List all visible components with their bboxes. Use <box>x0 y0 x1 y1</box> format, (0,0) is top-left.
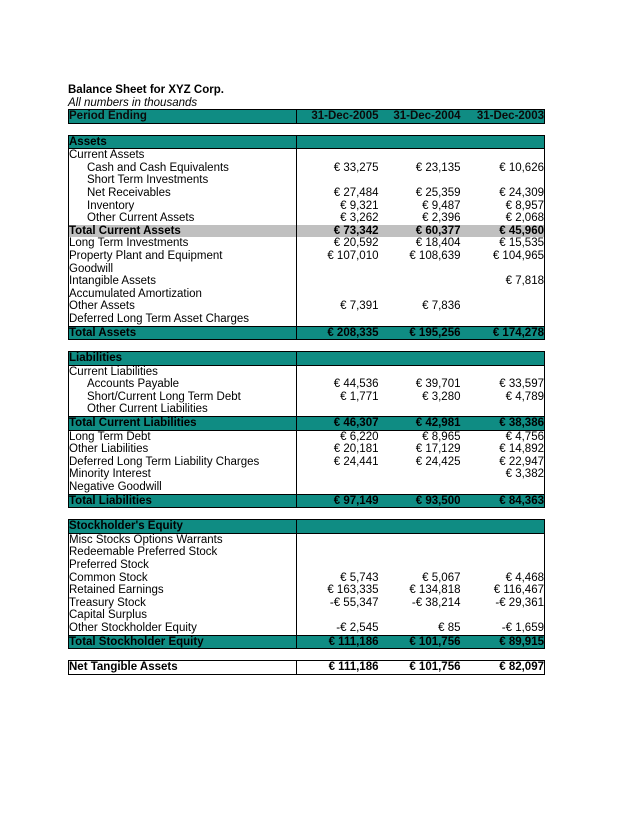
cell-value: € 4,756 <box>461 430 545 443</box>
table-row <box>69 212 545 225</box>
cell-value: € 4,468 <box>461 572 545 585</box>
spacer-row <box>69 508 545 520</box>
liabilities-section-header <box>69 352 545 366</box>
cell-value: € 97,149 <box>297 494 379 508</box>
cell-value: € 25,359 <box>415 186 461 199</box>
cell-value: € 134,818 <box>409 584 461 597</box>
row-label: Current Assets <box>69 149 297 162</box>
cell-value: € 101,756 <box>379 661 461 675</box>
cell-value: € 3,280 <box>422 390 461 403</box>
table-row <box>69 365 545 378</box>
row-label: Other Assets <box>69 300 297 313</box>
table-row <box>69 609 545 622</box>
cell-value: € 20,181 <box>333 443 379 456</box>
row-label: Minority Interest <box>69 468 297 481</box>
balance-sheet-document <box>68 84 544 675</box>
row-label: Accounts Payable <box>69 378 297 391</box>
cell-value: € 111,186 <box>297 635 379 649</box>
cell-value: € 108,639 <box>409 249 461 262</box>
total-liabilities-row <box>69 494 545 508</box>
cell-value: € 3,262 <box>340 212 379 225</box>
row-label: Total Current Assets <box>69 225 297 238</box>
row-label: Intangible Assets <box>69 275 297 288</box>
row-label: Deferred Long Term Liability Charges <box>69 456 297 469</box>
cell-value: € 8,957 <box>461 200 545 213</box>
table-row <box>69 162 545 175</box>
table-row <box>69 378 545 391</box>
cell-value: € 116,467 <box>461 584 545 597</box>
total-current-liabilities-row <box>69 417 545 431</box>
row-label: Property Plant and Equipment <box>69 250 297 263</box>
cell-value: € 163,335 <box>327 584 379 597</box>
cell-value: € 27,484 <box>333 186 379 199</box>
cell-value <box>461 300 545 313</box>
cell-value: € 111,186 <box>297 661 379 675</box>
cell-value: € 7,391 <box>340 300 379 313</box>
row-label: Accumulated Amortization <box>69 288 297 301</box>
table-row <box>69 237 545 250</box>
table-row <box>69 597 545 610</box>
table-row <box>69 187 545 200</box>
cell-value: € 9,487 <box>422 199 461 212</box>
cell-value: € 89,915 <box>461 635 545 649</box>
cell-value <box>379 468 461 481</box>
row-label: Capital Surplus <box>69 609 297 622</box>
cell-value: € 2,396 <box>422 212 461 225</box>
table-row <box>69 275 545 288</box>
cell-value: -€ 55,347 <box>329 596 379 609</box>
table-row <box>69 313 545 326</box>
table-row <box>69 584 545 597</box>
cell-value: -€ 29,361 <box>461 597 545 610</box>
table-row <box>69 622 545 635</box>
cell-value: € 2,068 <box>461 212 545 225</box>
table-row <box>69 300 545 313</box>
balance-sheet-table <box>68 109 545 675</box>
row-label: Net Receivables <box>69 187 297 200</box>
cell-value <box>297 468 379 481</box>
cell-value: € 5,067 <box>422 571 461 584</box>
row-label: Total Stockholder Equity <box>69 635 297 649</box>
row-label: Short Term Investments <box>69 174 297 187</box>
table-row <box>69 250 545 263</box>
cell-value: € 3,382 <box>461 468 545 481</box>
cell-value: € 174,278 <box>461 326 545 340</box>
cell-value: € 4,789 <box>461 391 545 404</box>
table-row <box>69 288 545 301</box>
row-label: Other Liabilities <box>69 443 297 456</box>
row-label: Negative Goodwill <box>69 481 297 494</box>
period-ending-label: Period Ending <box>69 110 297 124</box>
cell-value: € 23,135 <box>415 161 461 174</box>
liabilities-heading: Liabilities <box>69 352 297 366</box>
cell-value: € 7,836 <box>422 300 461 313</box>
table-row <box>69 391 545 404</box>
cell-value: € 42,981 <box>379 417 461 431</box>
document-title: Balance Sheet for XYZ Corp. <box>68 84 224 96</box>
cell-value: -€ 2,545 <box>336 621 379 634</box>
row-label: Total Assets <box>69 326 297 340</box>
cell-value: € 14,892 <box>461 443 545 456</box>
cell-value: € 24,425 <box>415 455 461 468</box>
cell-value: -€ 38,214 <box>411 596 461 609</box>
cell-value: € 6,220 <box>340 430 379 443</box>
table-row <box>69 468 545 481</box>
cell-value: € 46,307 <box>297 417 379 431</box>
period-col-2005: 31-Dec-2005 <box>297 110 379 124</box>
period-col-2003: 31-Dec-2003 <box>461 110 545 124</box>
row-label: Redeemable Preferred Stock <box>69 546 297 559</box>
cell-value: € 107,010 <box>327 249 379 262</box>
cell-value: € 93,500 <box>379 494 461 508</box>
cell-value: € 22,947 <box>461 456 545 469</box>
cell-value: € 15,535 <box>461 237 545 250</box>
cell-value: € 44,536 <box>333 378 379 391</box>
cell-value: € 195,256 <box>379 326 461 340</box>
table-row <box>69 174 545 187</box>
cell-value: € 7,818 <box>461 275 545 288</box>
table-row <box>69 546 545 559</box>
cell-value: € 33,597 <box>461 378 545 391</box>
cell-value: € 101,756 <box>379 635 461 649</box>
cell-value: € 5,743 <box>340 571 379 584</box>
cell-value: € 20,592 <box>333 237 379 250</box>
table-row <box>69 403 545 416</box>
row-label: Total Liabilities <box>69 494 297 508</box>
cell-value: € 45,960 <box>461 225 545 238</box>
cell-value: € 73,342 <box>297 225 379 238</box>
cell-value: € 24,309 <box>461 187 545 200</box>
cell-value: € 60,377 <box>379 225 461 238</box>
cell-value: € 84,363 <box>461 494 545 508</box>
cell-value: € 104,965 <box>461 250 545 263</box>
row-label: Treasury Stock <box>69 597 297 610</box>
spacer-row <box>69 649 545 661</box>
row-label: Other Stockholder Equity <box>69 622 297 635</box>
row-label: Preferred Stock <box>69 559 297 572</box>
equity-heading: Stockholder's Equity <box>69 520 297 534</box>
row-label: Other Current Assets <box>69 212 297 225</box>
period-header-row <box>69 110 545 124</box>
table-row <box>69 263 545 276</box>
row-label: Retained Earnings <box>69 584 297 597</box>
period-col-2004: 31-Dec-2004 <box>379 110 461 124</box>
row-label: Goodwill <box>69 263 297 276</box>
cell-value: € 38,386 <box>461 417 545 431</box>
assets-heading: Assets <box>69 135 297 149</box>
cell-value <box>379 275 461 288</box>
table-row <box>69 443 545 456</box>
cell-value: € 18,404 <box>415 237 461 250</box>
assets-section-header <box>69 135 545 149</box>
total-assets-row <box>69 326 545 340</box>
row-label: Inventory <box>69 200 297 213</box>
row-label: Long Term Investments <box>69 237 297 250</box>
table-row <box>69 149 545 162</box>
table-row <box>69 200 545 213</box>
row-label: Misc Stocks Options Warrants <box>69 533 297 546</box>
table-row <box>69 533 545 546</box>
row-label: Current Liabilities <box>69 365 297 378</box>
cell-value: € 9,321 <box>340 199 379 212</box>
cell-value: € 39,701 <box>415 378 461 391</box>
cell-value: € 8,965 <box>422 430 461 443</box>
equity-section-header <box>69 520 545 534</box>
cell-value: € 10,626 <box>461 162 545 175</box>
row-label: Other Current Liabilities <box>69 403 297 416</box>
row-label: Short/Current Long Term Debt <box>69 391 297 404</box>
table-row <box>69 572 545 585</box>
cell-value: € 24,441 <box>333 455 379 468</box>
row-label: Total Current Liabilities <box>69 417 297 431</box>
row-label: Long Term Debt <box>69 430 297 443</box>
table-row <box>69 456 545 469</box>
spacer-row <box>69 340 545 352</box>
total-current-assets-row <box>69 225 545 238</box>
spacer-row <box>69 123 545 135</box>
document-subtitle: All numbers in thousands <box>68 97 198 109</box>
cell-value: -€ 1,659 <box>461 622 545 635</box>
row-label: Cash and Cash Equivalents <box>69 162 297 175</box>
table-row <box>69 430 545 443</box>
cell-value: € 82,097 <box>461 661 545 675</box>
net-tangible-assets-row <box>69 661 545 675</box>
table-row <box>69 559 545 572</box>
cell-value: € 208,335 <box>297 326 379 340</box>
row-label: Common Stock <box>69 572 297 585</box>
total-stockholder-equity-row <box>69 635 545 649</box>
table-row <box>69 481 545 494</box>
cell-value: € 33,275 <box>333 161 379 174</box>
cell-value: € 1,771 <box>340 390 379 403</box>
cell-value: € 85 <box>438 621 461 634</box>
cell-value: € 17,129 <box>415 443 461 456</box>
row-label: Net Tangible Assets <box>69 661 297 675</box>
row-label: Deferred Long Term Asset Charges <box>69 313 297 326</box>
cell-value <box>297 275 379 288</box>
